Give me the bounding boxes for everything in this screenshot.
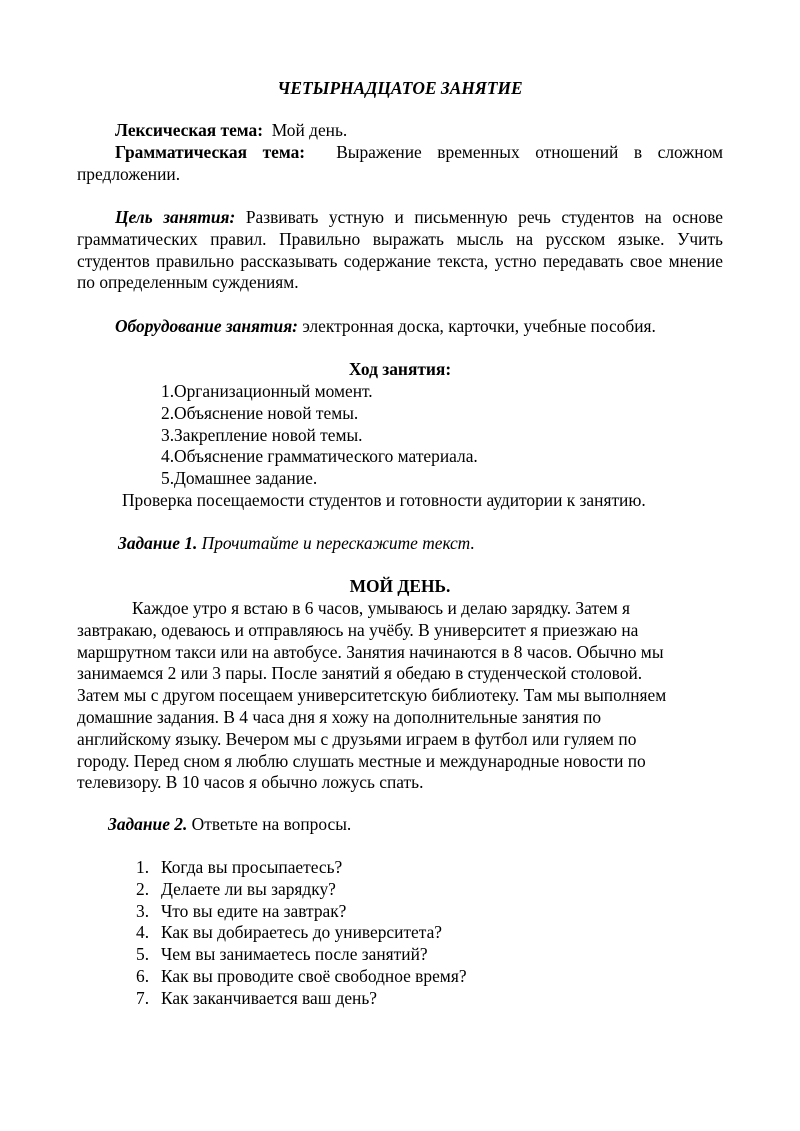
list-item: 4.Объяснение грамматического материала.	[161, 446, 478, 467]
lesson-goal-value: Развивать устную и письменную речь студентов на основе грамматических правил. Правильно выражать мысль на русском языке. Учить студентов правильно рассказывать содержание текста, устно передавать свое мнение по определенным суждениям.	[77, 207, 723, 293]
question-number: 2.	[136, 878, 150, 899]
task-2	[108, 814, 708, 836]
task-1-label: Задание 1.	[118, 533, 198, 553]
question-text: Как вы проводите своё свободное время?	[161, 965, 467, 986]
text-line: Затем мы с другом посещаем университетскую библиотеку. Там мы выполняем	[77, 685, 667, 706]
question-number: 1.	[136, 857, 150, 877]
list-item: 3.Закрепление новой темы.	[161, 424, 363, 445]
text-line: Каждое утро я встаю в 6 часов, умываюсь и делаю зарядку. Затем я	[132, 598, 631, 618]
question-text: Как вы добираетесь до университета?	[161, 922, 443, 943]
list-item	[136, 944, 696, 966]
grammar-topic-value: Выражение временных отношений в сложном предложении.	[77, 142, 723, 184]
lesson-goal	[77, 207, 723, 294]
lesson-equipment-label: Оборудование занятия:	[115, 316, 298, 336]
lesson-plan-list	[161, 381, 721, 490]
list-item	[136, 922, 696, 944]
question-number: 7.	[136, 987, 150, 1008]
text-body	[77, 598, 723, 794]
questions-list	[136, 857, 696, 1010]
task-1	[118, 533, 718, 555]
text-line: городу. Перед сном я люблю слушать местные и международные новости по	[77, 750, 646, 771]
lexical-topic-label: Лексическая тема:	[115, 120, 264, 140]
list-item	[136, 988, 696, 1010]
list-item: 1.Организационный момент.	[161, 381, 373, 401]
lesson-goal-label: Цель занятия:	[115, 207, 236, 227]
lexical-topic-value: Мой день.	[271, 120, 348, 140]
lesson-equipment-value: электронная доска, карточки, учебные пособия.	[302, 316, 656, 336]
question-text: Что вы едите на завтрак?	[161, 900, 347, 921]
text-line: английскому языку. Вечером мы с друзьями играем в футбол или гуляем по	[77, 728, 637, 749]
lexical-topic	[115, 120, 723, 142]
lesson-plan-heading: Ход занятия:	[348, 359, 452, 379]
lesson-title: ЧЕТЫРНАДЦАТОЕ ЗАНЯТИЕ	[277, 78, 523, 98]
list-item	[136, 966, 696, 988]
question-text: Чем вы занимаетесь после занятий?	[161, 944, 428, 965]
list-item	[136, 857, 696, 879]
text-line: занимаемся 2 или 3 пары. После занятий я обедаю в студенческой столовой.	[77, 663, 643, 684]
list-item: 2.Объяснение новой темы.	[161, 402, 359, 423]
question-text: Когда вы просыпаетесь?	[161, 857, 343, 877]
text-line: домашние задания. В 4 часа дня я хожу на дополнительные занятия по	[77, 706, 602, 727]
question-number: 3.	[136, 900, 150, 921]
list-item	[136, 901, 696, 923]
text-line: телевизору. В 10 часов я обычно ложусь спать.	[77, 772, 424, 793]
list-item: 5.Домашнее задание.	[161, 468, 318, 489]
attendance-note: Проверка посещаемости студентов и готовности аудитории к занятию.	[122, 490, 646, 510]
list-item	[136, 879, 696, 901]
task-1-text: Прочитайте и перескажите текст.	[201, 533, 475, 553]
text-line: маршрутном такси или на автобусе. Занятия начинаются в 8 часов. Обычно мы	[77, 641, 664, 662]
question-number: 5.	[136, 944, 150, 965]
question-number: 4.	[136, 922, 150, 943]
task-2-label: Задание 2.	[108, 814, 188, 834]
text-heading: МОЙ ДЕНЬ.	[349, 576, 451, 596]
grammar-topic-label: Грамматическая тема:	[115, 142, 306, 162]
question-text: Делаете ли вы зарядку?	[161, 878, 336, 899]
text-line: завтракаю, одеваюсь и отправляюсь на учёбу. В университет я приезжаю на	[77, 619, 639, 640]
question-number: 6.	[136, 965, 150, 986]
grammar-topic	[77, 142, 723, 186]
lesson-equipment	[115, 316, 723, 338]
task-2-text: Ответьте на вопросы.	[191, 814, 352, 834]
question-text: Как заканчивается ваш день?	[161, 987, 377, 1008]
